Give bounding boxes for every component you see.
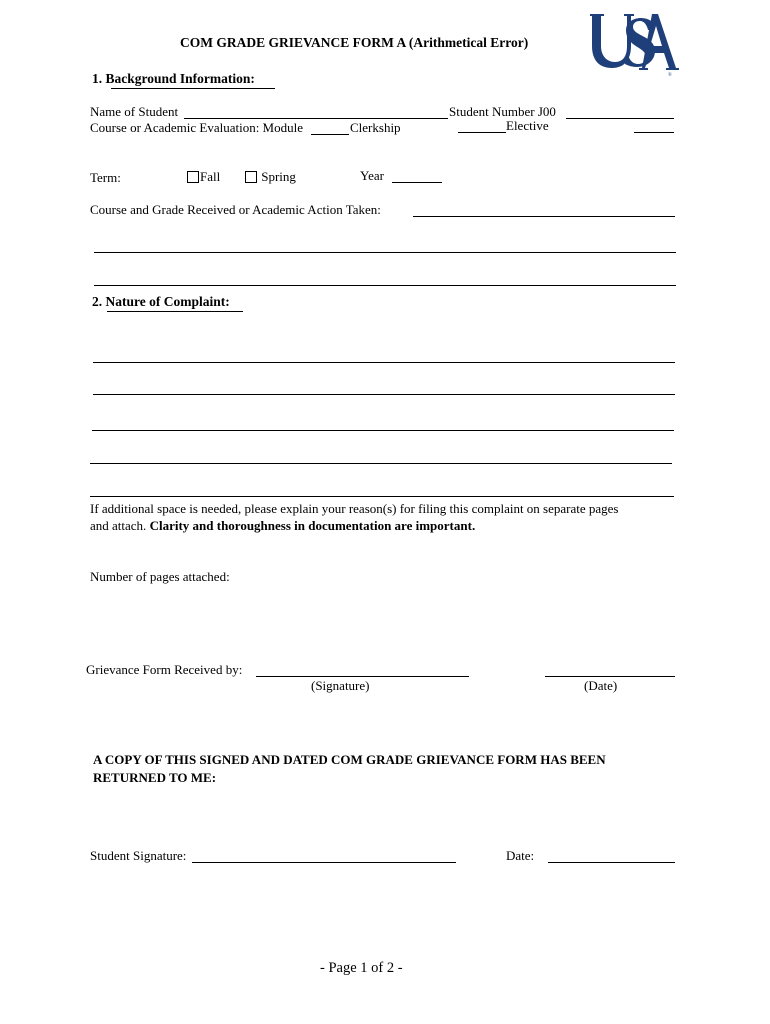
section-2-title: Nature of Complaint: bbox=[105, 294, 230, 309]
signature-caption: (Signature) bbox=[311, 678, 370, 693]
elective-field[interactable] bbox=[634, 132, 674, 133]
student-name-field[interactable] bbox=[184, 118, 448, 119]
student-signature-label: Student Signature: bbox=[90, 848, 187, 863]
page-number: - Page 1 of 2 - bbox=[320, 960, 403, 976]
copy-notice-line-1: A COPY OF THIS SIGNED AND DATED COM GRADE GRIEVANCE FORM HAS BEEN bbox=[93, 752, 606, 767]
year-field[interactable] bbox=[392, 182, 442, 183]
clerkship-label: Clerkship bbox=[350, 120, 401, 135]
course-grade-line-3[interactable] bbox=[94, 285, 676, 286]
section-2-number: 2. bbox=[92, 294, 103, 309]
course-label: Course or Academic Evaluation: Module bbox=[90, 120, 304, 135]
student-signature-field[interactable] bbox=[192, 862, 456, 863]
year-label: Year bbox=[360, 168, 384, 183]
section-2-underline bbox=[107, 311, 243, 312]
course-grade-label: Course and Grade Received or Academic Action Taken: bbox=[90, 202, 381, 217]
instructions-line-2 bbox=[90, 518, 475, 534]
instructions-line-1: If additional space is needed, please explain your reason(s) for filing this complaint on separate pages bbox=[90, 501, 619, 516]
course-grade-line-2[interactable] bbox=[94, 252, 676, 253]
pages-attached-label: Number of pages attached: bbox=[90, 569, 230, 584]
term-label: Term: bbox=[90, 170, 121, 185]
spring-option[interactable] bbox=[245, 169, 296, 185]
complaint-line-2[interactable] bbox=[93, 394, 675, 395]
complaint-line-4[interactable] bbox=[90, 463, 672, 464]
student-number-label: Student Number J00 bbox=[449, 104, 556, 119]
elective-label: Elective bbox=[506, 118, 549, 133]
student-date-field[interactable] bbox=[548, 862, 675, 863]
student-date-label: Date: bbox=[506, 848, 535, 863]
student-number-field[interactable] bbox=[566, 118, 674, 119]
clerkship-field[interactable] bbox=[458, 132, 506, 133]
complaint-line-1[interactable] bbox=[93, 362, 675, 363]
spring-checkbox[interactable] bbox=[245, 171, 257, 183]
section-2-heading bbox=[92, 294, 230, 310]
section-1-heading bbox=[92, 71, 255, 87]
section-1-number: 1. bbox=[92, 71, 103, 86]
complaint-line-3[interactable] bbox=[92, 430, 674, 431]
svg-text:®: ® bbox=[668, 73, 672, 78]
module-field[interactable] bbox=[311, 134, 349, 135]
instructions-emphasis: Clarity and thoroughness in documentation are important. bbox=[149, 518, 476, 533]
fall-option[interactable] bbox=[187, 169, 220, 185]
received-signature-field[interactable] bbox=[256, 676, 469, 677]
form-title: COM GRADE GRIEVANCE FORM A (Arithmetical Error) bbox=[180, 35, 529, 50]
spring-label: Spring bbox=[261, 169, 296, 184]
date-caption: (Date) bbox=[584, 678, 618, 693]
usa-logo bbox=[586, 10, 680, 78]
instructions-attach: and attach. bbox=[90, 518, 147, 533]
section-1-underline bbox=[111, 88, 275, 89]
received-by-label: Grievance Form Received by: bbox=[86, 662, 243, 677]
received-date-field[interactable] bbox=[545, 676, 675, 677]
course-grade-field[interactable] bbox=[413, 216, 675, 217]
fall-label: Fall bbox=[200, 169, 221, 184]
fall-checkbox[interactable] bbox=[187, 171, 199, 183]
student-name-label: Name of Student bbox=[90, 104, 179, 119]
section-1-title: Background Information: bbox=[105, 71, 255, 86]
copy-notice-line-2: RETURNED TO ME: bbox=[93, 770, 217, 785]
complaint-line-5[interactable] bbox=[90, 496, 674, 497]
